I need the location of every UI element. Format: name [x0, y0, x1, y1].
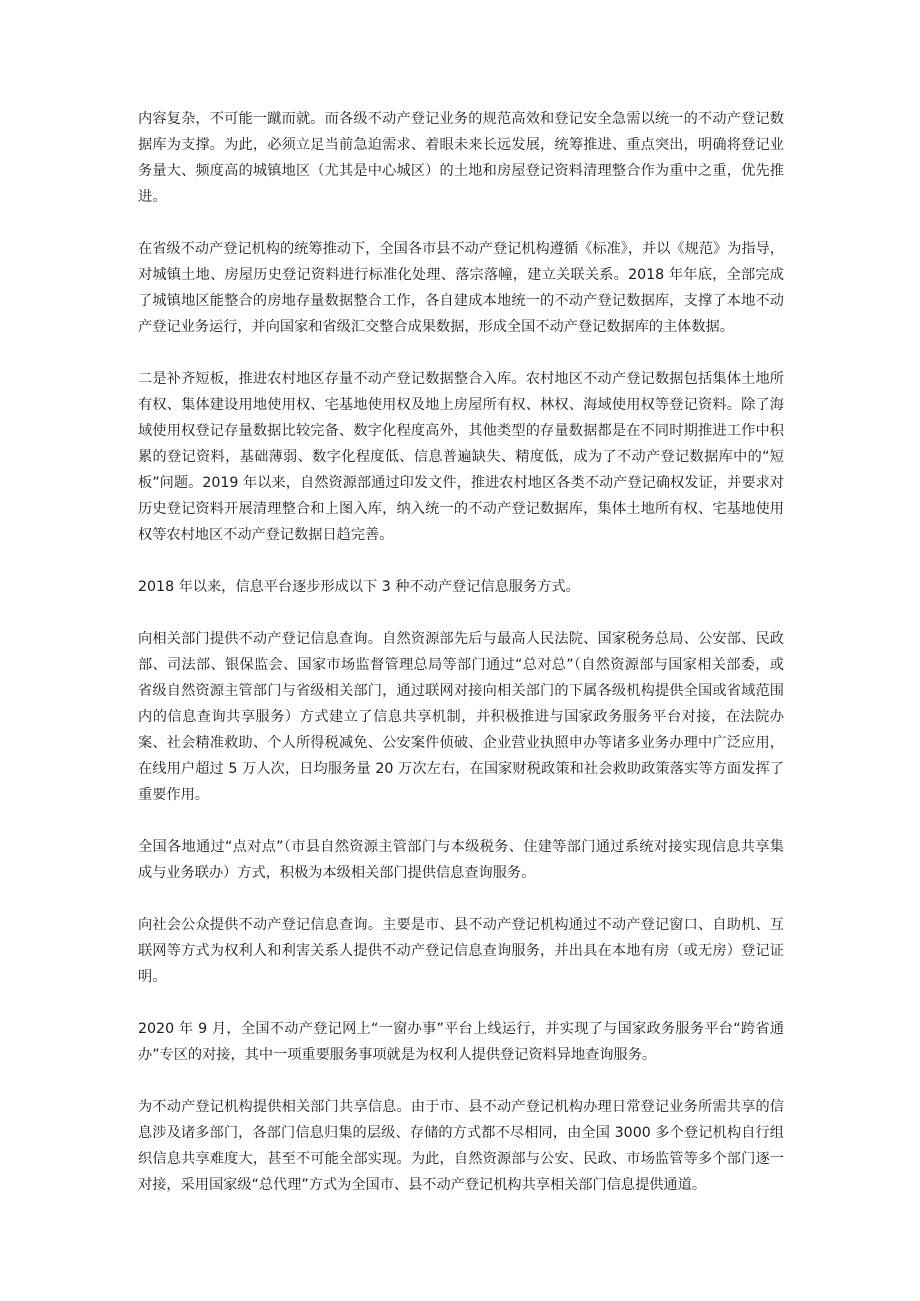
- paragraph-9: 为不动产登记机构提供相关部门共享信息。由于市、县不动产登记机构办理日常登记业务所需共享的信息涉及诸多部门，各部门信息归集的层级、存储的方式都不尽相同，由全国 3000 多个登记机构自行组织信息共享难度大，甚至不可能全部实现。为此，自然资源部与公安、民政、市场监管等多个部门逐一对接，采用国家级“总代理”方式为全国市、县不动产登记机构共享相关部门信息提供通道。: [138, 1099, 784, 1193]
- paragraph-3: 二是补齐短板，推进农村地区存量不动产登记数据整合入库。农村地区不动产登记数据包括集体土地所有权、集体建设用地使用权、宅基地使用权及地上房屋所有权、林权、海域使用权等登记资料。除了海域使用权登记存量数据比较完备、数字化程度高外，其他类型的存量数据都是在不同时期推进工作中积累的登记资料，基础薄弱、数字化程度低、信息普遍缺失、精度低，成为了不动产登记数据库中的“短板”问题。2019 年以来，自然资源部通过印发文件，推进农村地区各类不动产登记确权发证，并要求对历史登记资料开展清理整合和上图入库，纳入统一的不动产登记数据库，集体土地所有权、宅基地使用权等农村地区不动产登记数据日趋完善。: [138, 371, 784, 543]
- paragraph-2: 在省级不动产登记机构的统筹推动下，全国各市县不动产登记机构遵循《标准》，并以《规范》为指导，对城镇土地、房屋历史登记资料进行标准化处理、落宗落幢，建立关联关系。2018 年年底，全部完成了城镇地区能整合的房地存量数据整合工作，各自建成本地统一的不动产登记数据库，支撑了本地不动产登记业务运行，并向国家和省级汇交整合成果数据，形成全国不动产登记数据库的主体数据。: [138, 241, 784, 335]
- paragraph-5: 向相关部门提供不动产登记信息查询。自然资源部先后与最高人民法院、国家税务总局、公安部、民政部、司法部、银保监会、国家市场监督管理总局等部门通过“总对总”（自然资源部与国家相关部委，或省级自然资源主管部门与省级相关部门，通过联网对接向相关部门的下属各级机构提供全国或省域范围内的信息查询共享服务）方式建立了信息共享机制，并积极推进与国家政务服务平台对接，在法院办案、社会精准救助、个人所得税减免、公安案件侦破、企业营业执照申办等诸多业务办理中广泛应用，在线用户超过 5 万人次，日均服务量 20 万次左右，在国家财税政策和社会救助政策落实等方面发挥了重要作用。: [138, 631, 784, 803]
- paragraph-8: 2020 年 9 月，全国不动产登记网上“一窗办事”平台上线运行，并实现了与国家政务服务平台“跨省通办”专区的对接，其中一项重要服务事项就是为权利人提供登记资料异地查询服务。: [138, 1021, 784, 1063]
- paragraph-6: 全国各地通过“点对点”（市县自然资源主管部门与本级税务、住建等部门通过系统对接实现信息共享集成与业务联办）方式，积极为本级相关部门提供信息查询服务。: [138, 839, 784, 881]
- paragraph-4: 2018 年以来，信息平台逐步形成以下 3 种不动产登记信息服务方式。: [138, 579, 580, 595]
- paragraph-7: 向社会公众提供不动产登记信息查询。主要是市、县不动产登记机构通过不动产登记窗口、自助机、互联网等方式为权利人和利害关系人提供不动产登记信息查询服务，并出具在本地有房（或无房）登记证明。: [138, 917, 784, 985]
- document-body: [138, 106, 784, 1224]
- paragraph-1: 内容复杂，不可能一蹴而就。而各级不动产登记业务的规范高效和登记安全急需以统一的不动产登记数据库为支撑。为此，必须立足当前急迫需求、着眼未来长远发展，统筹推进、重点突出，明确将登记业务量大、频度高的城镇地区（尤其是中心城区）的土地和房屋登记资料清理整合作为重中之重，优先推进。: [138, 111, 784, 205]
